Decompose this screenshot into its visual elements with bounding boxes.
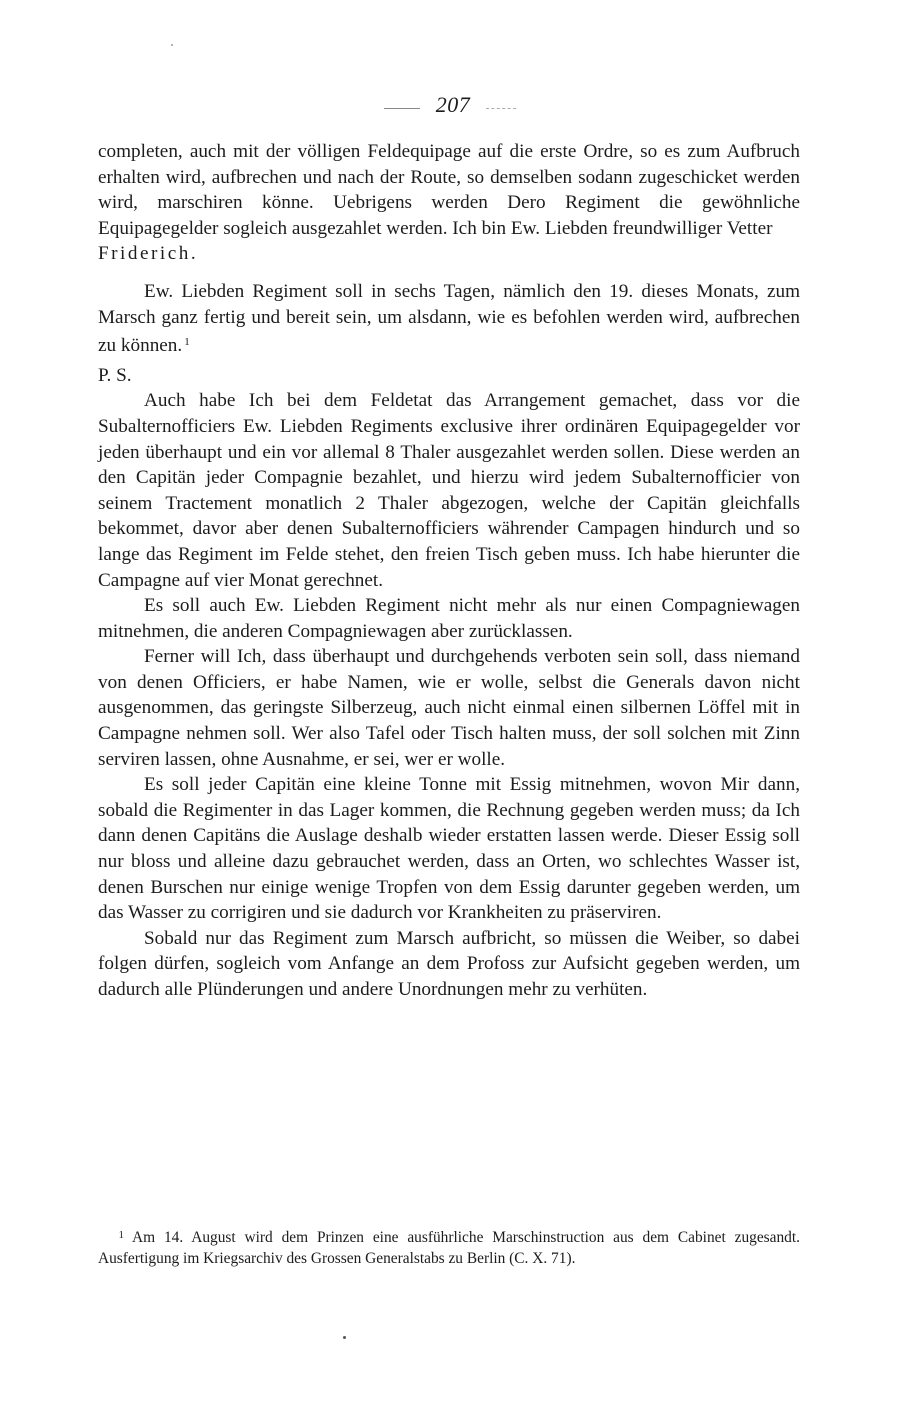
signature: Friderich. [98, 243, 199, 265]
scan-speck [343, 1336, 346, 1339]
ps-heading: P. S. [98, 364, 132, 386]
footnote-text: Am 14. August wird dem Prinzen eine ausführliche Marschinstruction aus dem Cabinet zugesandt. Ausfertigung im Kriegsarchiv des Grossen Generalstabs zu Berlin (C. X. 71). [98, 1229, 800, 1267]
paragraph-4: Es soll auch Ew. Liebden Regiment nicht mehr als nur einen Compagniewagen mitnehmen, die anderen Compagniewagen aber zurücklassen. [98, 595, 800, 642]
header-rule-left [384, 108, 420, 109]
paragraph-5: Ferner will Ich, dass überhaupt und durchgehends verboten sein soll, dass niemand von denen Officiers, er habe Namen, wie er wolle, selbst die Generals davon nicht ausgenommen, das geringste Silberzeug, auch nicht einmal einen silbernen Löffel mit in Campagne nehmen soll. Wer also Tafel oder Tisch halten muss, der soll solchen mit Zinn serviren lassen, ohne Ausnahme, er sei, wer er wolle. [98, 646, 800, 770]
paragraph-6: Es soll jeder Capitän eine kleine Tonne mit Essig mitnehmen, wovon Mir dann, sobald die Regimenter in das Lager kommen, die Rechnung gegeben werden muss; da Ich dann denen Capitäns die Auslage deshalb wieder erstatten lassen werde. Dieser Essig soll nur bloss und alleine dazu gebrauchet werden, dass an Orten, wo schlechtes Wasser ist, denen Burschen nur einige wenige Tropfen von dem Essig darunter gegeben werden, um das Wasser zu corrigiren und sie dadurch vor Krankheiten zu präserviren. [98, 774, 800, 924]
header-rule-right [486, 108, 516, 109]
paragraph-7: Sobald nur das Regiment zum Marsch aufbricht, so müssen die Weiber, so dabei folgen dürfen, sogleich vom Anfange an dem Profoss zur Aufsicht gegeben werden, um dadurch alle Plünderungen und andere Unordnungen mehr zu verhüten. [98, 927, 800, 1000]
page-number: 207 [435, 92, 471, 117]
paragraph-2 [98, 279, 800, 359]
paragraph-3: Auch habe Ich bei dem Feldetat das Arrangement gemachet, dass vor die Subalternofficiers Ew. Liebden Regiments exclusive ihrer ordinären Equipagegelder vor jeden überhaupt und ein vor allemal 8 Thaler ausgezahlet werden sollen. Diese werden an den Capitän jeder Compagnie bezahlet, und hierzu wird jedem Subalternofficier von seinem Tractement monatlich 2 Thaler abgezogen, welche der Capitän gleichfalls bekommet, davor aber denen Subalternofficiers währender Campagen hindurch und so lange das Regiment im Felde stehet, den freien Tisch geben muss. Ich habe hierunter die Campagne auf vier Monat gerechnet. [98, 390, 800, 591]
footnote-reference: 1 [184, 336, 190, 349]
paragraph-1: completen, auch mit der völligen Feldequipage auf die erste Ordre, so es zum Aufbruch erhalten wird, aufbrechen und nach der Route, so demselben sodann zugeschicket werden wird, marschiren könne. Uebrigens werden Dero Regiment die gewöhnliche Equipagegelder sogleich ausgezahlet werden. Ich bin Ew. Liebden freundwilliger Vetter [98, 141, 800, 239]
footnote-marker: 1 [118, 1229, 124, 1241]
page-header [0, 92, 900, 122]
main-text [98, 139, 800, 1003]
paragraph-2-text: Ew. Liebden Regiment soll in sechs Tagen, nämlich den 19. dieses Monats, zum Marsch ganz fertig und bereit sein, um alsdann, wie es befohlen werden wird, aufbrechen zu können. [98, 280, 800, 357]
scan-speck [171, 44, 173, 46]
footnote [98, 1225, 800, 1270]
